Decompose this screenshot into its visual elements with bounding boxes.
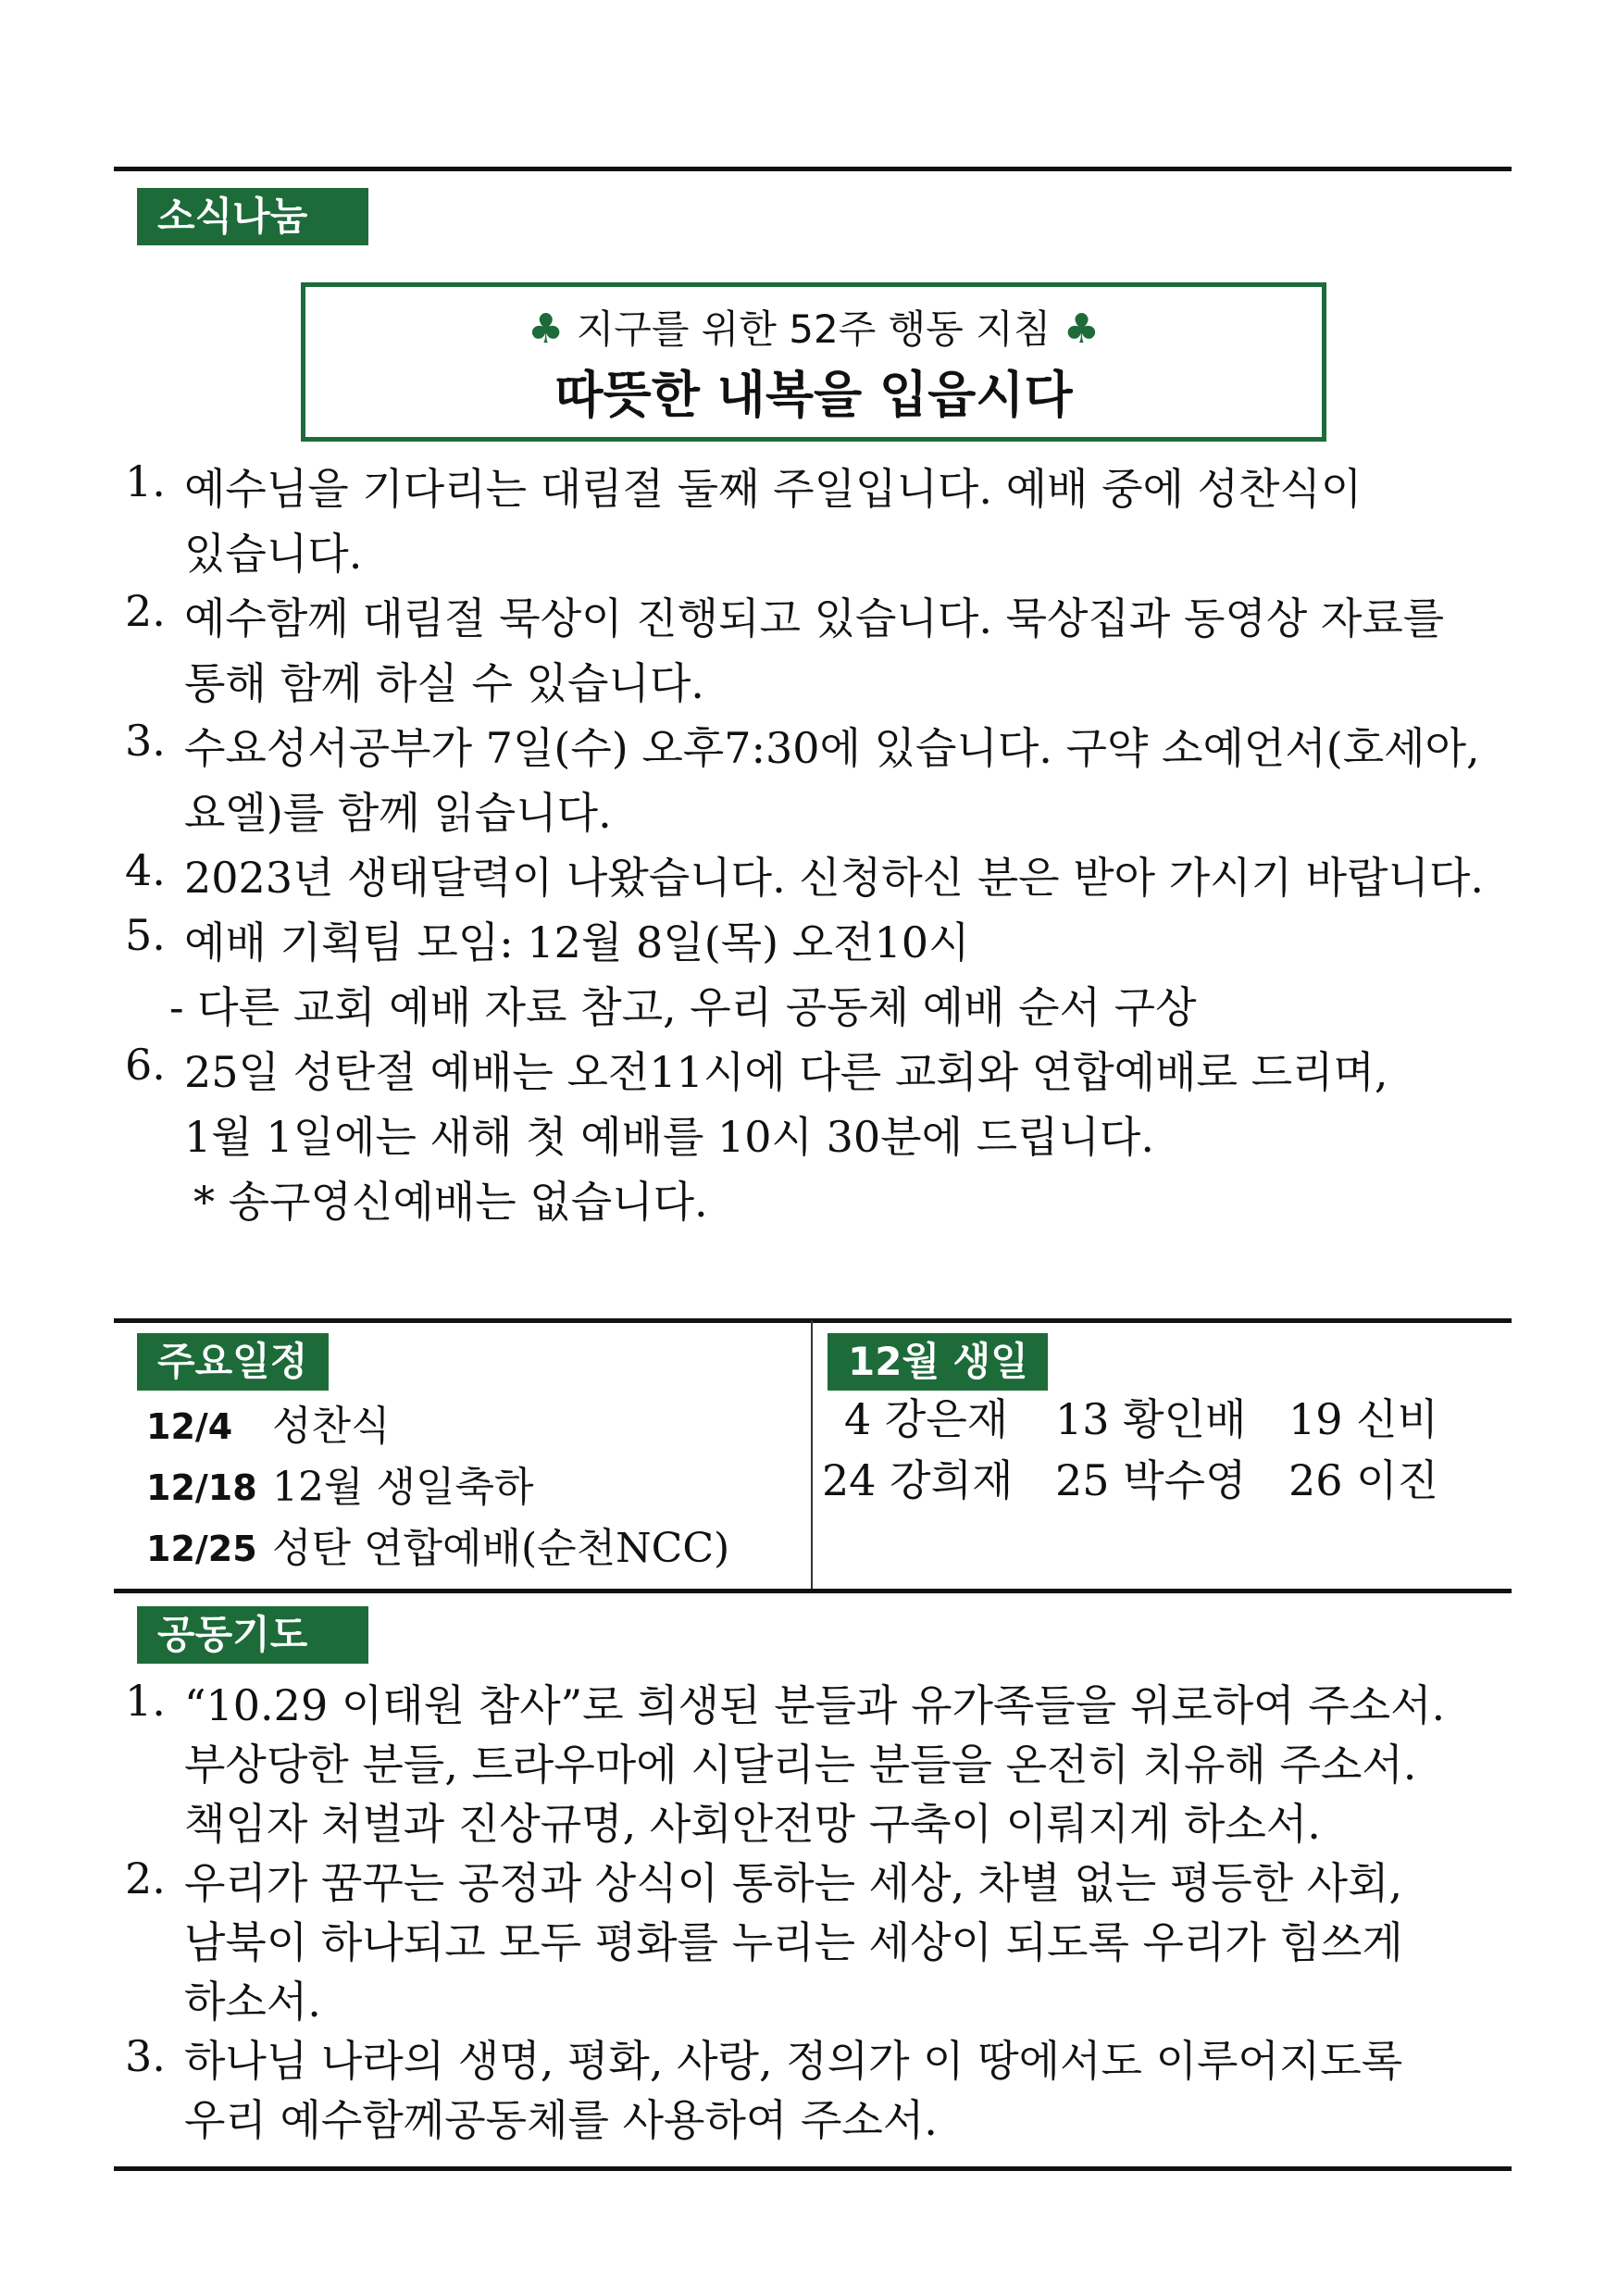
item-number: 4. [125,845,166,895]
schedule-section-label: 주요일정 [137,1333,329,1391]
schedule-row [146,1457,729,1518]
campaign-box [301,282,1326,442]
bottom-rule [114,2166,1512,2171]
birthday-row [822,1389,1522,1450]
item-number: 1. [125,1676,166,1726]
birthday-entry: 26 이진 [1288,1455,1439,1505]
item-line: 예수함께 대림절 묵상이 진행되고 있습니다. 묵상집과 동영상 자료를 [184,593,1445,643]
item-number: 2. [125,1853,166,1903]
news-item [125,716,1532,845]
birthday-section-label: 12월 생일 [828,1333,1048,1391]
prayer-top-rule [114,1589,1512,1593]
item-line: 2023년 생태달력이 나왔습니다. 신청하신 분은 받아 가시기 바랍니다. [184,853,1485,903]
schedule-list [146,1396,729,1579]
item-line: 예배 기획팀 모임: 12월 8일(목) 오전10시 [184,917,970,967]
item-line: 우리가 꿈꾸는 공정과 상식이 통하는 세상, 차별 없는 평등한 사회, [184,1858,1403,1908]
item-line: 하나님 나라의 생명, 평화, 사랑, 정의가 이 땅에서도 이루어지도록 [184,2036,1403,2086]
news-item [125,910,1532,975]
item-line: 25일 성탄절 예배는 오전11시에 다른 교회와 연합예배로 드리며, [184,1047,1388,1097]
item-5-note: - 다른 교회 예배 자료 참고, 우리 공동체 예배 순서 구상 [169,982,1197,1032]
schedule-top-rule [114,1318,1512,1323]
item-line: 예수님을 기다리는 대림절 둘째 주일입니다. 예배 중에 성찬식이 [184,464,1363,514]
birthday-entry: 19 신비 [1288,1394,1439,1444]
item-line: 있습니다. [184,529,363,579]
news-list [125,456,1532,1234]
schedule-date: 12/25 [146,1529,257,1569]
prayer-item [125,1676,1532,1853]
schedule-event: 12월 생일축하 [272,1464,534,1511]
item-number: 3. [125,716,166,766]
item-number: 1. [125,456,166,506]
column-divider [811,1320,813,1589]
schedule-event: 성찬식 [272,1403,391,1450]
item-line: 부상당한 분들, 트라우마에 시달리는 분들을 온전히 치유해 주소서. [184,1740,1417,1790]
news-item [125,456,1532,586]
birthday-entry: 4 강은재 [844,1394,1009,1444]
item-line: 요엘)를 함께 읽습니다. [184,788,612,838]
top-rule [114,167,1512,171]
club-icon: ♣ [527,306,565,353]
birthday-entry: 25 박수영 [1055,1455,1247,1505]
schedule-date: 12/4 [146,1406,233,1447]
campaign-title: 따뜻한 내복을 입읍시다 [554,366,1073,424]
club-icon: ♣ [1063,306,1101,353]
item-line: 수요성서공부가 7일(수) 오후7:30에 있습니다. 구약 소예언서(호세아, [184,723,1480,773]
item-line: 남북이 하나되고 모두 평화를 누리는 세상이 되도록 우리가 힘쓰게 [184,1917,1403,1967]
birthday-entry: 24 강희재 [822,1455,1014,1505]
news-item [125,1040,1532,1169]
prayer-list [125,1676,1532,2150]
item-line: 1월 1일에는 새해 첫 예배를 10시 30분에 드립니다. [184,1112,1154,1162]
schedule-row [146,1396,729,1457]
item-line: “10.29 이태원 참사”로 희생된 분들과 유가족들을 위로하여 주소서. [184,1680,1446,1730]
item-6-note: * 송구영신예배는 없습니다. [193,1177,708,1227]
birthday-list [822,1389,1522,1511]
prayer-section-label: 공동기도 [137,1606,368,1664]
schedule-event: 성탄 연합예배(순천NCC) [272,1525,730,1572]
item-number: 6. [125,1040,166,1090]
schedule-date: 12/18 [146,1467,257,1508]
item-line: 통해 함께 하실 수 있습니다. [184,658,704,708]
campaign-subtitle: 지구를 위한 52주 행동 지침 [576,306,1052,352]
item-number: 3. [125,2031,166,2081]
item-line: 하소서. [184,1977,321,2027]
prayer-item [125,2031,1532,2150]
item-line: 우리 예수함께공동체를 사용하여 주소서. [184,2095,938,2145]
schedule-row [146,1518,729,1579]
item-number: 5. [125,910,166,960]
birthday-row [822,1450,1522,1511]
item-line: 책임자 처벌과 진상규명, 사회안전망 구축이 이뤄지게 하소서. [184,1799,1321,1849]
campaign-subtitle-line [305,302,1322,357]
news-item [125,845,1532,910]
birthday-entry: 13 황인배 [1055,1394,1247,1444]
item-number: 2. [125,586,166,636]
prayer-item [125,1853,1532,2031]
news-item [125,586,1532,716]
news-section-label: 소식나눔 [137,188,368,245]
